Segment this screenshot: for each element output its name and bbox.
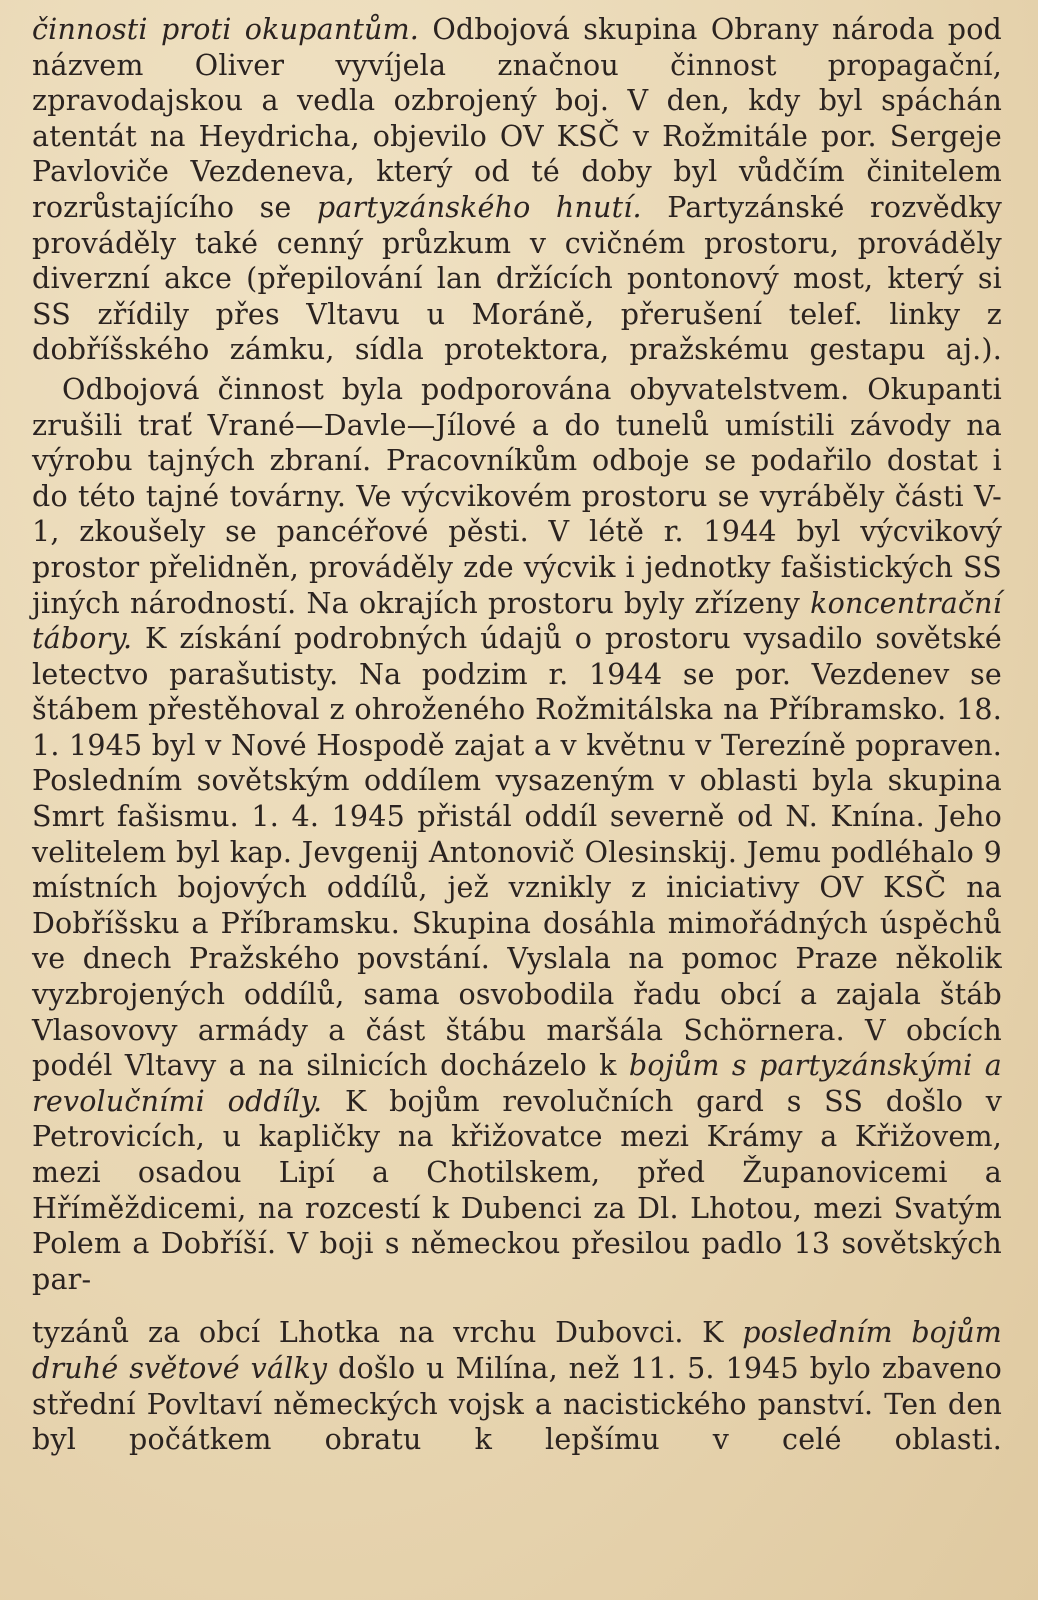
p2-seg-4: K bojům revolučních gard s SS došlo v Petrovicích, u kapličky na křižovatce mezi Krámy a Křižovem, mezi osadou Lipí a Chotilskem, před Županovicemi a Hříměždicemi, na rozcestí k Dubenci za Dl. Lhotou, mezi Svatým Polem a Dobříší. V boji s německou přesilou padlo 13 sovětských par- bbox=[32, 1084, 1002, 1296]
paragraph-1 bbox=[32, 12, 1002, 368]
p1-seg-0: činnosti proti okupantům. bbox=[32, 13, 420, 46]
column-break-gap bbox=[32, 1297, 1002, 1315]
p3-seg-0: tyzánů za obcí Lhotka na vrchu Dubovci. K bbox=[32, 1316, 743, 1350]
p3-seg-1: posledním bojům druhé světové války bbox=[32, 1316, 1002, 1385]
p2-seg-3: bojům s partyzánskými a revolučními oddíly. bbox=[32, 1049, 1002, 1118]
paragraph-2 bbox=[32, 372, 1002, 1297]
p1-seg-2: partyzánského hnutí. bbox=[316, 190, 642, 224]
paragraph-3 bbox=[32, 1315, 1002, 1457]
p3-seg-2: došlo u Milína, než 11. 5. 1945 bylo zbaveno střední Povltaví německých vojsk a nacistického panství. Ten den byl počátkem obratu k lepšímu v celé oblasti. bbox=[32, 1351, 1002, 1457]
p1-seg-3: Partyzánské rozvědky prováděly také cenný průzkum v cvičném prostoru, prováděly diverzní akce (přepilování lan držících pontonový most, který si SS zřídily přes Vltavu u Moráně, přerušení telef. linky z dobříšského zámku, sídla protektora, pražskému gestapu aj.). bbox=[32, 190, 1002, 367]
p2-seg-0: Odbojová činnost byla podporována obyvatelstvem. Okupanti zrušili trať Vrané—Davle—Jílové a do tunelů umístili závody na výrobu tajných zbraní. Pracovníkům odboje se podařilo dostat i do této tajné továrny. Ve výcvikovém prostoru se vyráběly části V-1, zkoušely se pancéřové pěsti. V létě r. 1944 byl výcvikový prostor přelidněn, prováděly zde výcvik i jednotky fašistických SS jiných národností. Na okrajích prostoru byly zřízeny bbox=[32, 372, 1002, 620]
p2-seg-1: koncentrační tábory. bbox=[32, 586, 1002, 656]
p1-seg-1: Odbojová skupina Obrany národa pod názvem Oliver vyvíjela značnou činnost propagační, zpravodajskou a vedla ozbrojený boj. V den, kdy byl spáchán atentát na Heydricha, objevilo OV KSČ v Rožmitále por. Sergeje Pavloviče Vezdeneva, který od té doby byl vůdčím činitelem rozrůstajícího se bbox=[32, 13, 1002, 224]
p2-seg-2: K získání podrobných údajů o prostoru vysadilo sovětské letectvo parašutisty. Na podzim r. 1944 se por. Vezdenev se štábem přestěhoval z ohroženého Rožmitálska na Příbramsko. 18. 1. 1945 byl v Nové Hospodě zajat a v květnu v Terezíně popraven. Posledním sovětským oddílem vysazeným v oblasti byla skupina Smrt fašismu. 1. 4. 1945 přistál oddíl severně od N. Knína. Jeho velitelem byl kap. Jevgenij Antonovič Olesinskij. Jemu podléhalo 9 místních bojových oddílů, jež vznikly z iniciativy OV KSČ na Dobříšsku a Příbramsku. Skupina dosáhla mimořádných úspěchů ve dnech Pražského povstání. Vyslala na pomoc Praze několik vyzbrojených oddílů, sama osvobodila řadu obcí a zajala štáb Vlasovovy armády a část štábu maršála Schörnera. V obcích podél Vltavy a na silnicích docházelo k bbox=[32, 622, 1002, 1083]
